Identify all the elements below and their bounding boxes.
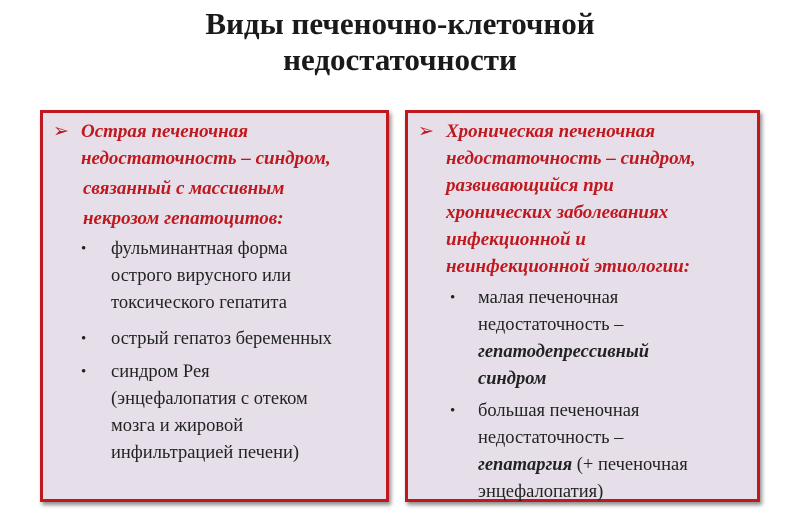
slide-title-line-2: недостаточности — [283, 42, 517, 77]
acute-item-1-line-3: токсического гепатита — [111, 293, 287, 313]
chronic-item-2-term: гепатаргия — [478, 455, 573, 475]
chronic-item-2-line-2: недостаточность – — [478, 428, 624, 448]
acute-item-2-line-1: острый гепатоз беременных — [111, 329, 332, 349]
chronic-item-1-term-line-2: синдром — [478, 369, 547, 389]
acute-heading-line-4: некрозом гепатоцитов: — [83, 208, 284, 229]
acute-item-3-line-2: (энцефалопатия с отеком — [111, 389, 308, 409]
acute-item-1-line-2: острого вирусного или — [111, 266, 292, 286]
chronic-item-2-suffix: (+ печеночная — [572, 455, 688, 475]
chronic-item-2-line-1: большая печеночная — [478, 401, 640, 421]
bullet-dot-icon: • — [81, 331, 87, 347]
chronic-heading-line-2: недостаточность – синдром, — [446, 148, 696, 169]
chronic-item-2-line-3 — [478, 455, 688, 476]
chronic-failure-card — [405, 110, 760, 502]
acute-heading-line-1: Острая печеночная — [81, 121, 248, 142]
acute-failure-card — [40, 110, 389, 502]
acute-item-1-line-1: фульминантная форма — [111, 239, 288, 259]
acute-heading-line-2: недостаточность – синдром, — [81, 148, 331, 169]
chronic-heading-line-5: инфекционной и — [446, 229, 586, 250]
arrow-bullet-icon: ➢ — [418, 121, 434, 142]
slide-title — [0, 6, 800, 78]
acute-heading-line-3: связанный с массивным — [83, 178, 285, 199]
slide-title-line-1: Виды печеночно-клеточной — [205, 6, 595, 41]
acute-item-3-line-4: инфильтрацией печени) — [111, 443, 300, 463]
acute-item-3-line-3: мозга и жировой — [111, 416, 244, 436]
chronic-heading-line-3: развивающийся при — [446, 175, 614, 196]
chronic-heading-line-4: хронических заболеваниях — [446, 202, 669, 223]
chronic-item-1-term-line-1: гепатодепрессивный — [478, 342, 649, 362]
bullet-dot-icon: • — [81, 364, 87, 380]
chronic-heading-line-6: неинфекционной этиологии: — [446, 256, 691, 277]
bullet-dot-icon: • — [81, 241, 87, 257]
acute-item-3-line-1: синдром Рея — [111, 362, 210, 382]
chronic-item-1-line-1: малая печеночная — [478, 288, 619, 308]
arrow-bullet-icon: ➢ — [53, 121, 69, 142]
chronic-item-2-line-4: энцефалопатия) — [478, 482, 604, 502]
bullet-dot-icon: • — [450, 290, 456, 306]
chronic-heading-line-1: Хроническая печеночная — [446, 121, 656, 142]
chronic-item-1-line-2: недостаточность – — [478, 315, 624, 335]
bullet-dot-icon: • — [450, 403, 456, 419]
